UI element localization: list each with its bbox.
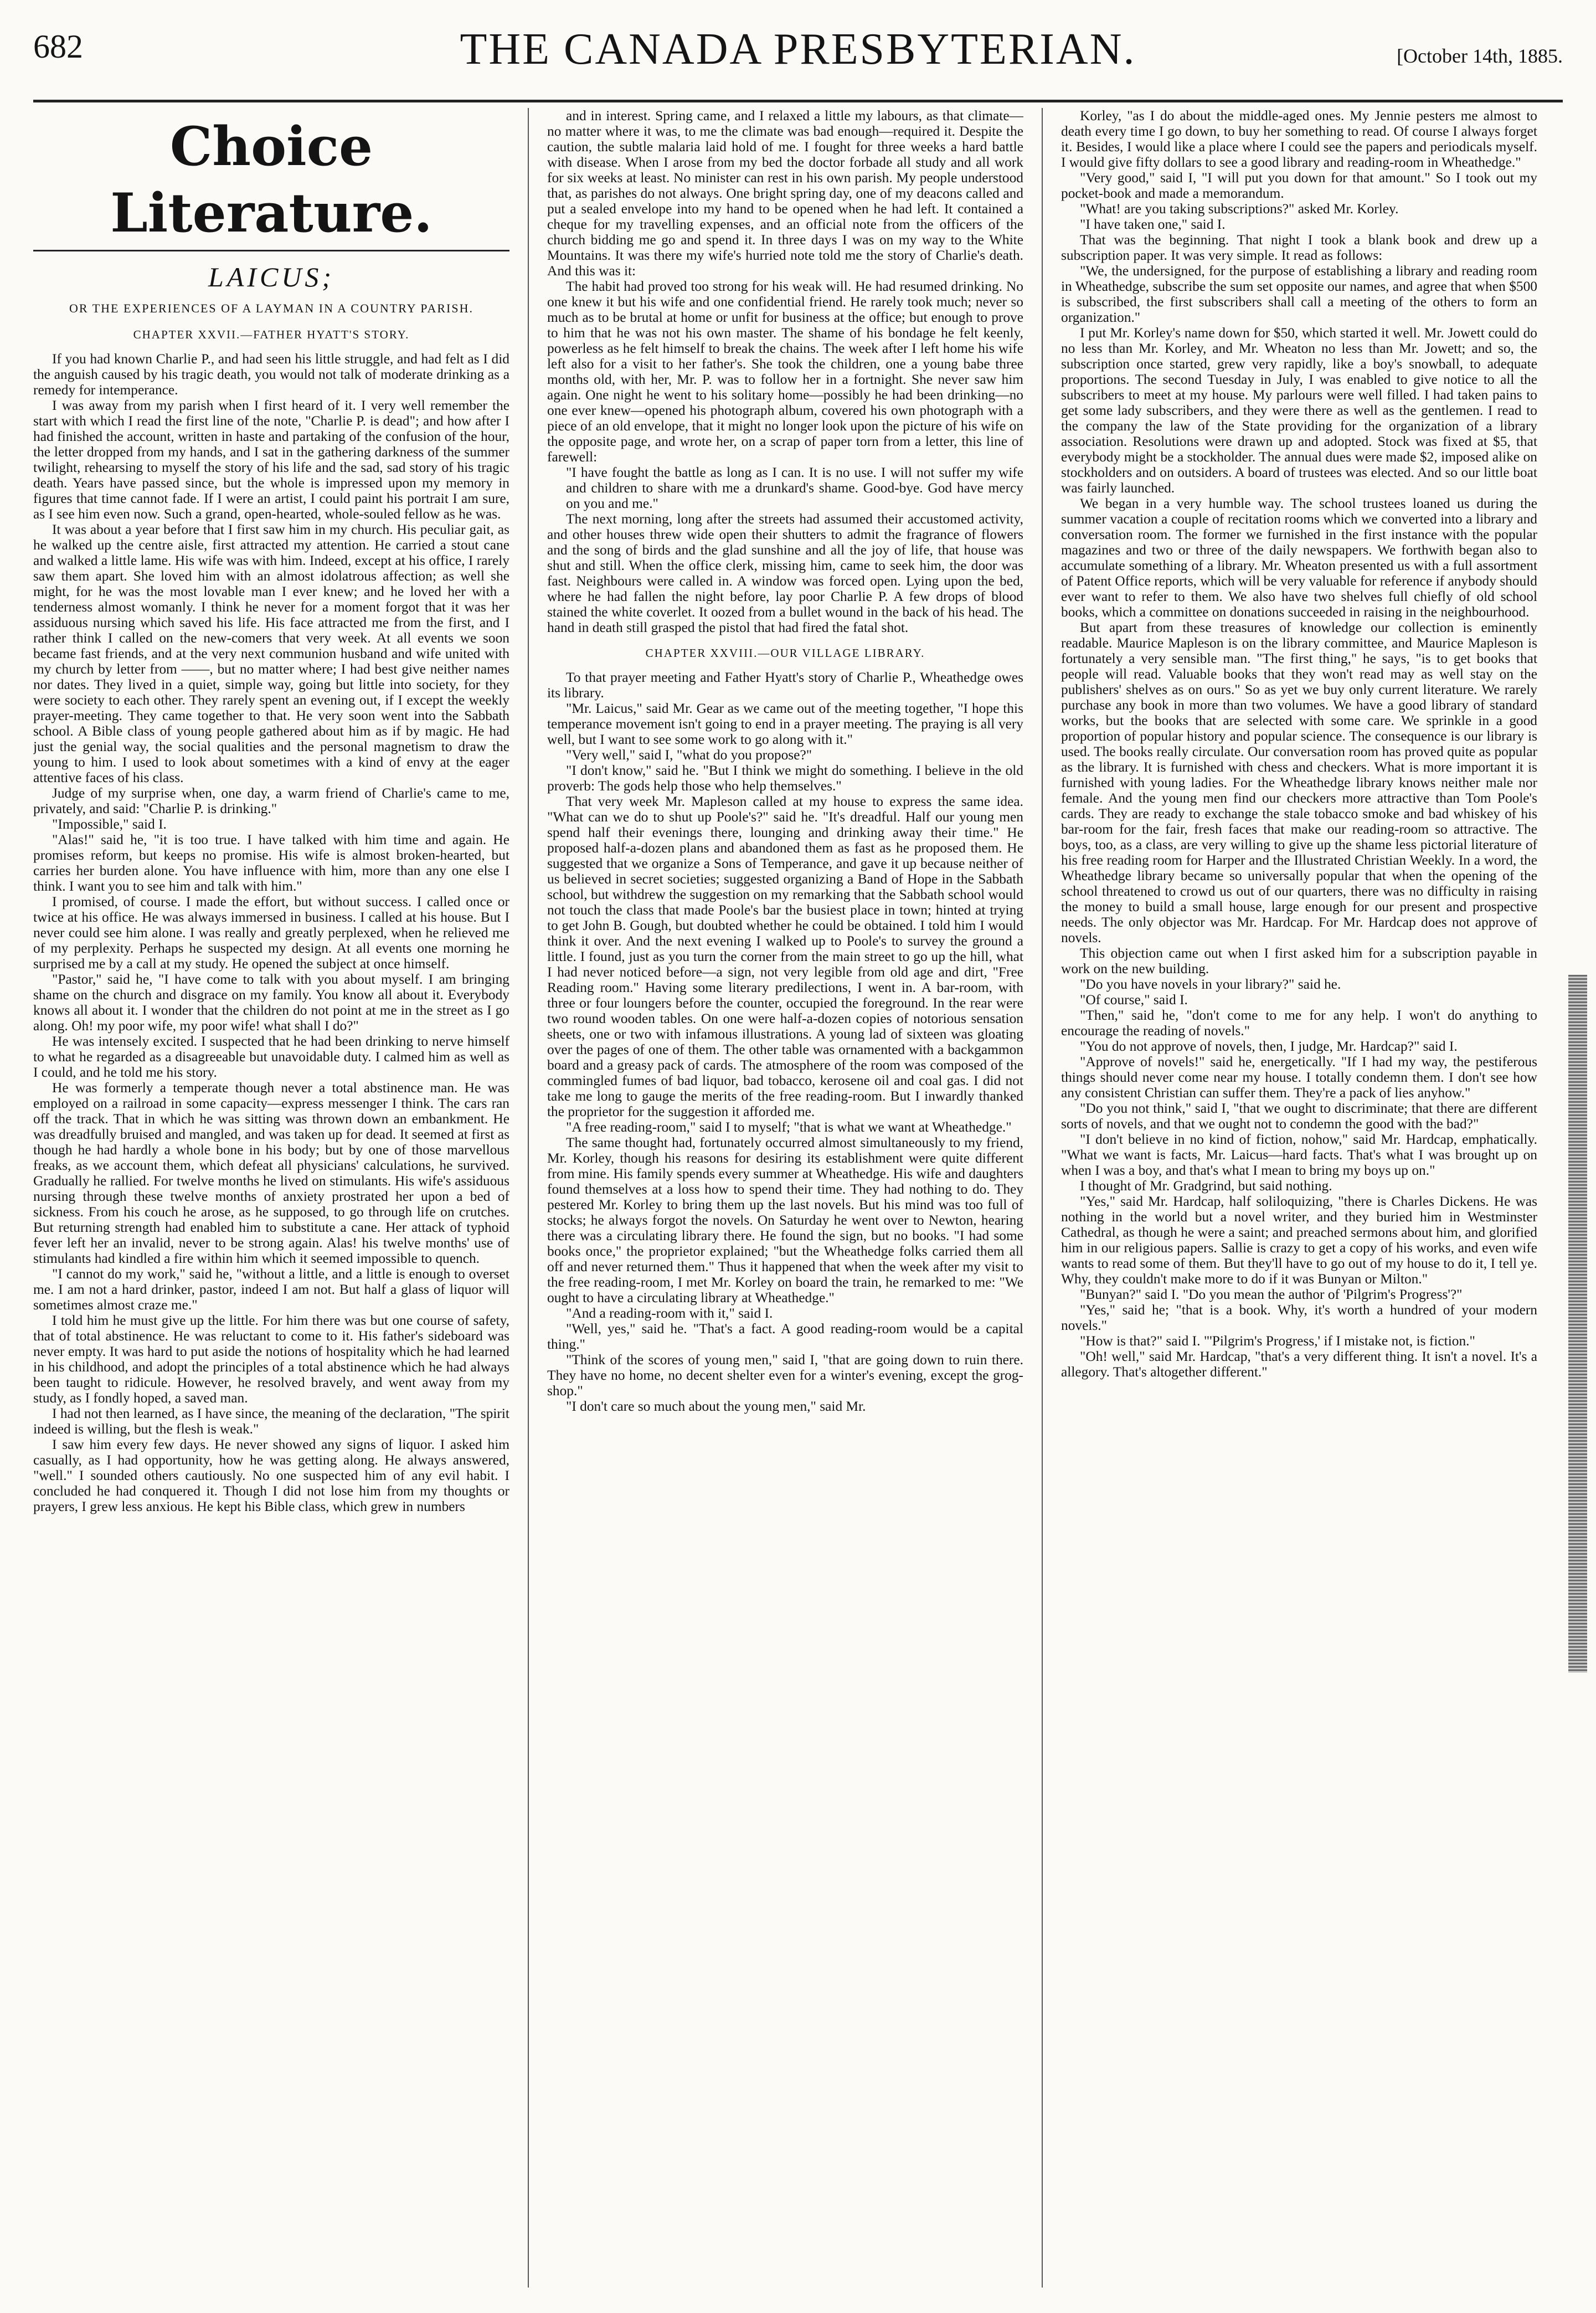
paragraph: "You do not approve of novels, then, I judge, Mr. Hardcap?" said I. [1080, 1039, 1458, 1054]
column-2-text-part-1 [547, 108, 1023, 465]
paragraph: I saw him every few days. He never showed any signs of liquor. I asked him casually, as I had opportunity, how he was getting along. He always answered, "well." I sounded others cautiously. No one suspected him of any evil habit. I concluded he had conquered it. Though I did not lose him from my thoughts or prayers, I grew less anxious. He kept his Bible class, which grew in numbers [33, 1437, 509, 1514]
paragraph: "Yes," said he; "that is a book. Why, it's worth a hundred of your modern novels." [1061, 1302, 1537, 1333]
paragraph: I thought of Mr. Gradgrind, but said nothing. [1080, 1178, 1332, 1194]
paragraph: He was formerly a temperate though never a total abstinence man. He was employed on a railroad in some capacity—express messenger I think. The cars ran off the track. That in which he was sitting was thrown down an embankment. He was dreadfully bruised and mangled, and was taken up for dead. It seemed at first as though he had hardly a whole bone in his body; but by one of those marvellous freaks, as we account them, which defeat all physicians' calculations, he survived. Gradually he rallied. For twelve months he lived on stimulants. His wife's assiduous nursing through these twelve months of anxiety prostrated her upon a bed of sickness. From his couch he arose, as he supposed, to go through life on crutches. But returning strength had enabled him to substitute a cane. Her attack of typhoid fever left her an invalid, never to be strong again. Alas! his twelve months' use of stimulants had kindled a fire within him which it seemed impossible to quench. [33, 1080, 509, 1266]
paragraph: "Very well," said I, "what do you propose?" [566, 747, 812, 763]
paragraph: I put Mr. Korley's name down for $50, which started it well. Mr. Jowett could do no less than Mr. Korley, and Mr. Wheaton no less than Mr. Jowett; and so, the subscription once started, grew very rapidly, like a boy's snowball, to adequate proportions. The second Tuesday in July, I was enabled to give notice to all the subscribers to meet at my house. My parlours were well filled. I had taken pains to get some lady subscribers, and they were there as well as the gentlemen. I read to the company the law of the State providing for the organization of a library association. Resolutions were drawn up and adopted. Stock was fixed at $5, that everybody might be a stockholder. The annual dues were made $2, imposed alike on stockholders and on outsiders. A board of trustees was elected. And so our little boat was fairly launched. [1061, 325, 1537, 496]
newspaper-title: THE CANADA PRESBYTERIAN. [460, 25, 1136, 74]
paragraph: "Do you have novels in your library?" said he. [1080, 976, 1341, 992]
paragraph: The habit had proved too strong for his weak will. He had resumed drinking. No one knew it but his wife and one confidential friend. He rarely took much; never so much as to be brutal at home or unfit for business at the office; but enough to prove to him that he was not his own master. The shame of his bondage he felt keenly, powerless as he felt himself to break the chains. The week after I left home his wife left also for a visit to her father's. She took the children, one a young babe three months old, with her, Mr. P. was to follow her in a fortnight. She never saw him again. One night he went to his solitary home—possibly he had been drinking—no one ever knew—opened his photograph album, covered his own photograph with a piece of an old envelope, that it might no longer look upon the picture of his wife on the opposite page, and wrote her, on a scrap of paper torn from a letter, this line of farewell: [547, 279, 1023, 465]
paragraph: "Pastor," said he, "I have come to talk with you about myself. I am bringing shame on the church and disgrace on my family. You know all about it. Everybody knows all about it. I wonder that the children do not point at me in the street as I go along. Oh! my poor wife, my poor wife! what shall I do?" [33, 972, 509, 1034]
issue-date: [October 14th, 1885. [1397, 45, 1563, 67]
paragraph: "Alas!" said he, "it is too true. I have talked with him time and again. He promises reform, but keeps no promise. His wife is almost broken-hearted, but carries her burden alone. You have influence with him, more than any one else I think. I want you to see him and talk with him." [33, 832, 509, 894]
column-1 [33, 108, 509, 2288]
column-divider [528, 108, 529, 2288]
paragraph: Judge of my surprise when, one day, a warm friend of Charlie's came to me, privately, and said: "Charlie P. is drinking." [33, 785, 509, 816]
paragraph: I told him he must give up the little. For him there was but one course of safety, that of total abstinence. He was reluctant to come to it. His father's sideboard was never empty. It was hard to put aside the notions of hospitality which he had learned in his childhood, and adopt the principles of a total abstinence which he had always been taught to ridicule. However, he resolved bravely, and went away from my study, as I fondly hoped, a saved man. [33, 1313, 509, 1406]
paragraph: I was away from my parish when I first heard of it. I very well remember the start with which I read the first line of the note, "Charlie P. is dead"; and how after I had finished the account, written in haste and partaking of the confusion of the hour, the letter dropped from my hands, and I sat in the gathering darkness of the summer twilight, rehearsing to myself the story of his life and the sad, sad story of his tragic death. Years have passed since, but the whole is impressed upon my memory in figures that time cannot fade. If I were an artist, I could paint his portrait I am sure, as I see him even now. Such a grand, open-hearted, whole-souled fellow as he was. [33, 398, 509, 522]
paragraph: This objection came out when I first asked him for a subscription payable in work on the new building. [1061, 945, 1537, 976]
column-3 [1061, 108, 1537, 2288]
paragraph: "I don't know," said he. "But I think we might do something. I believe in the old proverb: The gods help those who help themselves." [547, 763, 1023, 794]
paragraph: "Think of the scores of young men," said I, "that are going down to ruin there. They have no home, no decent shelter even for a winter's evening, except the grog-shop." [547, 1352, 1023, 1399]
scan-edge-strip [1568, 975, 1587, 1673]
paragraph: "Bunyan?" said I. "Do you mean the author of 'Pilgrim's Progress'?" [1080, 1287, 1463, 1302]
column-2 [547, 108, 1023, 2288]
column-1-text [33, 351, 509, 1514]
paragraph: "Do you not think," said I, "that we ought to discriminate; that there are different sorts of novels, and that we ought not to condemn the good with the bad?" [1061, 1101, 1537, 1132]
paragraph: "I have taken one," said I. [1080, 217, 1226, 232]
paragraph: "I don't care so much about the young men," said Mr. [566, 1399, 866, 1414]
paragraph: "And a reading-room with it," said I. [566, 1305, 773, 1321]
paragraph: "I don't believe in no kind of fiction, nohow," said Mr. Hardcap, emphatically. "What we want is facts, Mr. Laicus—hard facts. That's what I was brought up on when I was a boy, and that's what I mean to bring my boys up on." [1061, 1132, 1537, 1178]
paragraph: "Mr. Laicus," said Mr. Gear as we came out of the meeting together, "I hope this temperance movement isn't going to end in a prayer meeting. The praying is all very well, but I want to see some work to go along with it." [547, 701, 1023, 747]
column-2-text-part-3 [547, 670, 1023, 1414]
paragraph: The next morning, long after the streets had assumed their accustomed activity, and other houses threw wide open their shutters to admit the fragrance of flowers and the song of birds and the glad sunshine and all the joy of life, that house was shut and still. When the office clerk, missing him, came to seek him, the door was fast. Neighbours were called in. A window was forced open. Lying upon the bed, where he had fallen the night before, lay poor Charlie P. A few drops of blood stained the white coverlet. It oozed from a bullet wound in the back of his head. The hand in death still grasped the pistol that had fired the fatal shot. [547, 511, 1023, 635]
paragraph: That very week Mr. Mapleson called at my house to express the same idea. "What can we do to shut up Poole's?" said he. "It's dreadful. Half our young men spend half their evenings there, lounging and drinking away their time." He proposed half-a-dozen plans and abandoned them as fast as he proposed them. He suggested that we organize a Sons of Temperance, and gave it up because neither of us believed in secret societies; suggested organizing a Band of Hope in the Sabbath school, but withdrew the suggestion on my remarking that the Sabbath school would not touch the class that made Poole's bar the busiest place in town; hinted at trying to get John B. Gough, but doubted whether he could be obtained. I told him I would think it over. And the next evening I walked up to Poole's to survey the ground a little. I found, just as you turn the corner from the main street to go up the hill, what I had never noticed before—a sign, not very legible from old age and dirt, "Free Reading room." Having some literary predilections, I went in. A bar-room, with three or four loungers before the counter, occupied the foreground. In the rear were two round wooden tables. On one were half-a-dozen copies of notorious sensation sheets, one or two with infamous illustrations. A young lad of sixteen was gloating over the pages of one of them. The other table was ornamented with a backgammon board and a greasy pack of cards. The atmosphere of the room was composed of the commingled fumes of bad liquor, bad tobacco, kerosene oil and coal gas. I did not take me long to gauge the merits of the free reading-room. But I inwardly thanked the proprietor for the suggestion it afforded me. [547, 794, 1023, 1119]
paragraph: To that prayer meeting and Father Hyatt's story of Charlie P., Wheathedge owes its library. [547, 670, 1023, 701]
paragraph: "I cannot do my work," said he, "without a little, and a little is enough to overset me. I am not a hard drinker, pastor, indeed I am not. But half a glass of liquor will sometimes almost craze me." [33, 1266, 509, 1313]
chapter-heading: CHAPTER XXVIII.—OUR VILLAGE LIBRARY. [645, 646, 925, 660]
farewell-note: "I have fought the battle as long as I can. It is no use. I will not suffer my wife and children to share with me a drunkard's shame. Good-bye. God have mercy on you and me." [566, 465, 1023, 511]
column-3-text [1061, 108, 1537, 1380]
paragraph: "Very good," said I, "I will put you down for that amount." So I took out my pocket-book and made a memorandum. [1061, 170, 1537, 201]
paragraph: The same thought had, fortunately occurred almost simultaneously to my friend, Mr. Korley, though his reasons for desiring its establishment were quite different from mine. His family spends every summer at Wheathedge. His wife and daughters found themselves at a loss how to spend their time. They had nothing to do. They pestered Mr. Korley to bring them up the last novels. But his mind was too full of stocks; he always forgot the novels. On Saturday he went over to Newton, hearing there was a circulating library there. He found the sign, but no books. "I had some books once," the proprietor explained; "but the Wheathedge folks carried them all off and never returned them." Thus it happened that when the week after my visit to the free reading-room, I met Mr. Korley on board the train, he remarked to me: "We ought to have a circulating library at Wheathedge." [547, 1135, 1023, 1305]
paragraph: "Impossible," said I. [52, 816, 167, 832]
paragraph: "A free reading-room," said I to myself; "that is what we want at Wheathedge." [566, 1119, 1012, 1135]
paragraph: "Yes," said Mr. Hardcap, half soliloquizing, "there is Charles Dickens. He was nothing in the world but a novel writer, and they buried him in Westminster Cathedral, as though he were a saint; and preached sermons about him, and glorified him in our religious papers. Sallie is crazy to get a copy of his works, and even wife wants to read some of them. But they'll have to go out of my house to do it, I tell ye. Why, they couldn't make more to do if it was Bunyan or Milton." [1061, 1194, 1537, 1287]
paragraph: I had not then learned, as I have since, the meaning of the declaration, "The spirit indeed is willing, but the flesh is weak." [33, 1406, 509, 1437]
paragraph: That was the beginning. That night I took a blank book and drew up a subscription paper. It was very simple. It read as follows: [1061, 232, 1537, 263]
paragraph: and in interest. Spring came, and I relaxed a little my labours, as that climate—no matter where it was, to me the climate was bad enough—required it. Despite the caution, the subtle malaria laid hold of me. I fought for three weeks a hard battle with disease. When I arose from my bed the doctor forbade all study and all work for six weeks at least. No minister can rest in his own parish. My people understood that, as parishes do not always. One bright spring day, one of my deacons called and put a sealed envelope into my hand to be opened when he had left. It contained a cheque for my travelling expenses, and an official note from the officers of the church bidding me go and spend it. In three days I was on my way to the White Mountains. It was there my wife's hurried note told me the story of Charlie's death. And this was it: [547, 108, 1023, 279]
paragraph: But apart from these treasures of knowledge our collection is eminently readable. Maurice Mapleson is on the library committee, and Maurice Mapleson is fortunately a very sensible man. "The first thing," he says, "is to get books that people will read. Valuable books that they won't read may as well stay on the publishers' shelves as on ours." So as yet we buy only current literature. We rarely purchase any book in more than two volumes. We have a good library of standard works, but the books that are selected with some care. We sprinkle in a good proportion of popular history and popular science. The consequence is our library is used. The books really circulate. Our conversation room has proved quite as popular as the library. It is furnished with chess and checkers. What is more important it is furnished with young ladies. For the Wheathedge library knows neither male nor female. And the young men find our checkers more attractive than Tom Poole's cards. They are ready to exchange the stale tobacco smoke and bad whiskey of his bar-room for the fair, fresh faces that make our reading-room so attractive. The boys, too, as a class, are very willing to give up the shame less pictorial literature of his free reading room for Harper and the Illustrated Christian Weekly. In a word, the Wheathedge library became so universally popular that when the opening of the school threatened to crowd us out of our quarters, there was no difficulty in raising the money to build a small house, large enough for our present and prospective needs. The only objector was Mr. Hardcap. For Mr. Hardcap does not approve of novels. [1061, 620, 1537, 945]
story-subtitle: OR THE EXPERIENCES OF A LAYMAN IN A COUNTRY PARISH. [69, 301, 473, 315]
column-divider [1042, 108, 1043, 2288]
section-title: Choice Literature. [33, 114, 509, 251]
paragraph: It was about a year before that I first saw him in my church. His peculiar gait, as he walked up the centre aisle, first attracted my attention. He carried a stout cane and walked a little lame. His wife was with him. Indeed, except at his office, I rarely saw them apart. She loved him with an almost idolatrous affection; as well she might, for he was the most lovable man I ever knew; and he loved her with a tenderness almost womanly. I think he never for a moment forgot that it was her assiduous nursing which saved his life. His face attracted me from the first, and I rather think I called on the new-comers that very week. At all events we soon became fast friends, and at the very next communion husband and wife united with my church by letter from ——, but no matter where; I had best give neither names nor dates. They lived in a quiet, simple way, going but little into society, for they were society to each other. They rarely spent an evening out, if I except the weekly prayer-meeting. They came together to that. He very soon went into the Sabbath school. A Bible class of young people gathered about him as if by magic. He had just the genial way, the social qualities and the personal magnetism to draw the young to him. I used to look about sometimes with a kind of envy at the eager attentive faces of his class. [33, 522, 509, 785]
paragraph: "Of course," said I. [1080, 992, 1188, 1008]
masthead [33, 17, 1563, 102]
paragraph: "Then," said he, "don't come to me for any help. I won't do anything to encourage the reading of novels." [1061, 1008, 1537, 1039]
paragraph: "How is that?" said I. "'Pilgrim's Progress,' if I mistake not, is fiction." [1080, 1333, 1475, 1349]
paragraph: "Well, yes," said he. "That's a fact. A good reading-room would be a capital thing." [547, 1321, 1023, 1352]
paragraph: "We, the undersigned, for the purpose of establishing a library and reading room in Wheathedge, subscribe the sum set opposite our names, and agree that when $500 is subscribed, the first subscribers shall call a meeting of the others to form an organization." [1061, 263, 1537, 325]
column-2-text-part-2 [547, 511, 1023, 635]
paragraph: If you had known Charlie P., and had seen his little struggle, and had felt as I did the anguish caused by his tragic death, you would not talk of moderate drinking as a remedy for intemperance. [33, 351, 509, 398]
chapter-heading: CHAPTER XXVII.—FATHER HYATT'S STORY. [133, 328, 410, 341]
paragraph: He was intensely excited. I suspected that he had been drinking to nerve himself to what he regarded as a disagreeable but unavoidable duty. I calmed him as well as I could, and he told me his story. [33, 1034, 509, 1080]
paragraph: Korley, "as I do about the middle-aged ones. My Jennie pesters me almost to death every time I go down, to buy her something to read. Of course I always forget it. Besides, I would like a place where I could see the papers and periodicals myself. I would give fifty dollars to see a good library and reading-room in Wheathedge." [1061, 108, 1537, 170]
paragraph: "Oh! well," said Mr. Hardcap, "that's a very different thing. It isn't a novel. It's a allegory. That's altogether different." [1061, 1349, 1537, 1380]
page-number: 682 [33, 28, 83, 65]
paragraph: "What! are you taking subscriptions?" asked Mr. Korley. [1080, 201, 1399, 217]
story-title: LAICUS; [208, 261, 335, 292]
paragraph: "Approve of novels!" said he, energetically. "If I had my way, the pestiferous things should never come near my house. I totally condemn them. I don't see how any consistent Christian can suffer them. They're a pack of lies anyhow." [1061, 1054, 1537, 1101]
paragraph: I promised, of course. I made the effort, but without success. I called once or twice at his office. He was always immersed in business. I called at his house. But I never could see him alone. I was really and greatly perplexed, when he relieved me of my perplexity. Perhaps he suspected my design. At all events one morning he surprised me by a call at my study. He opened the subject at once himself. [33, 894, 509, 972]
paragraph: We began in a very humble way. The school trustees loaned us during the summer vacation a couple of recitation rooms which we converted into a library and conversation room. The former we furnished in the first instance with the popular magazines and two or three of the daily newspapers. We forthwith began also to accumulate something of a library. Mr. Wheaton presented us with a full assortment of Patent Office reports, which will be very valuable for reference if anybody should ever want to refer to them. We also have two shelves full chiefly of old school books, which a committee on donations succeeded in raising in the neighbourhood. [1061, 496, 1537, 620]
